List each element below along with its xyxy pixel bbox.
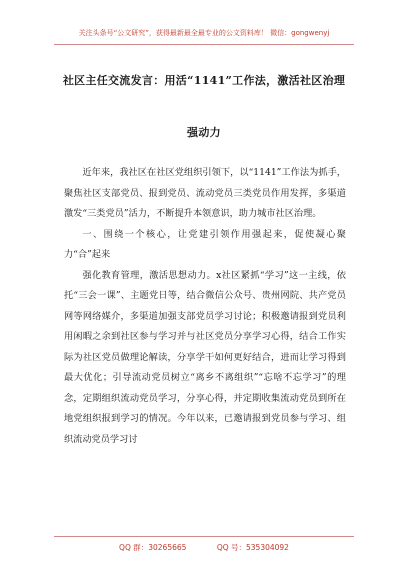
footer-divider <box>54 536 354 537</box>
document-title-line2: 强动力 <box>187 126 221 139</box>
footer <box>0 542 408 553</box>
document-title-line1: 社区主任交流发言：用活“1141”工作法，激活社区治理 <box>62 74 346 87</box>
footer-qq-group: QQ 群：30265665 <box>119 543 187 552</box>
footer-qq-number: QQ 号：535304092 <box>216 543 289 552</box>
paragraph-intro: 近年来，我社区在社区党组织引领下，以“1141”工作法为抓手，聚焦社区支部党员、报到党员、流动党员三类党员作用发挥，多渠道激发“三类党员”活力，不断提升本领意识，助力城市社区治理。 <box>64 167 346 219</box>
header-banner: 关注头条号“公文研究”，获得最新最全最专业的公文资料库！ 微信：gongwenyj <box>78 29 330 37</box>
paragraph-heading-1: 一、围绕一个核心，让党建引领作用强起来，促使凝心聚力“合”起来 <box>64 228 346 260</box>
header-divider <box>54 44 354 45</box>
paragraph-education: 强化教育管理，激活思想动力。x社区紧抓“学习”这一主线，依托“三会一课”、主题党日等，结合微信公众号、贵州网院、共产党员网等网络媒介，多渠道加强支部党员学习讨论；积极邀请报到党员利用闲暇之余到社区参与学习并与社区党员分享学习心得，结合工作实际为社区党员做理论解读，分享学干如何更好结合，进而让学习得到最大优化；引导流动党员树立“离乡不离组织”“忘啥不忘学习”的理念，定期组织流动党员学习，分享心得，并定期收集流动党员到所在地党组织报到学习的情况。今年以来，已邀请报到党员参与学习、组织流动党员学习讨 <box>64 269 346 445</box>
document-body <box>64 163 346 450</box>
